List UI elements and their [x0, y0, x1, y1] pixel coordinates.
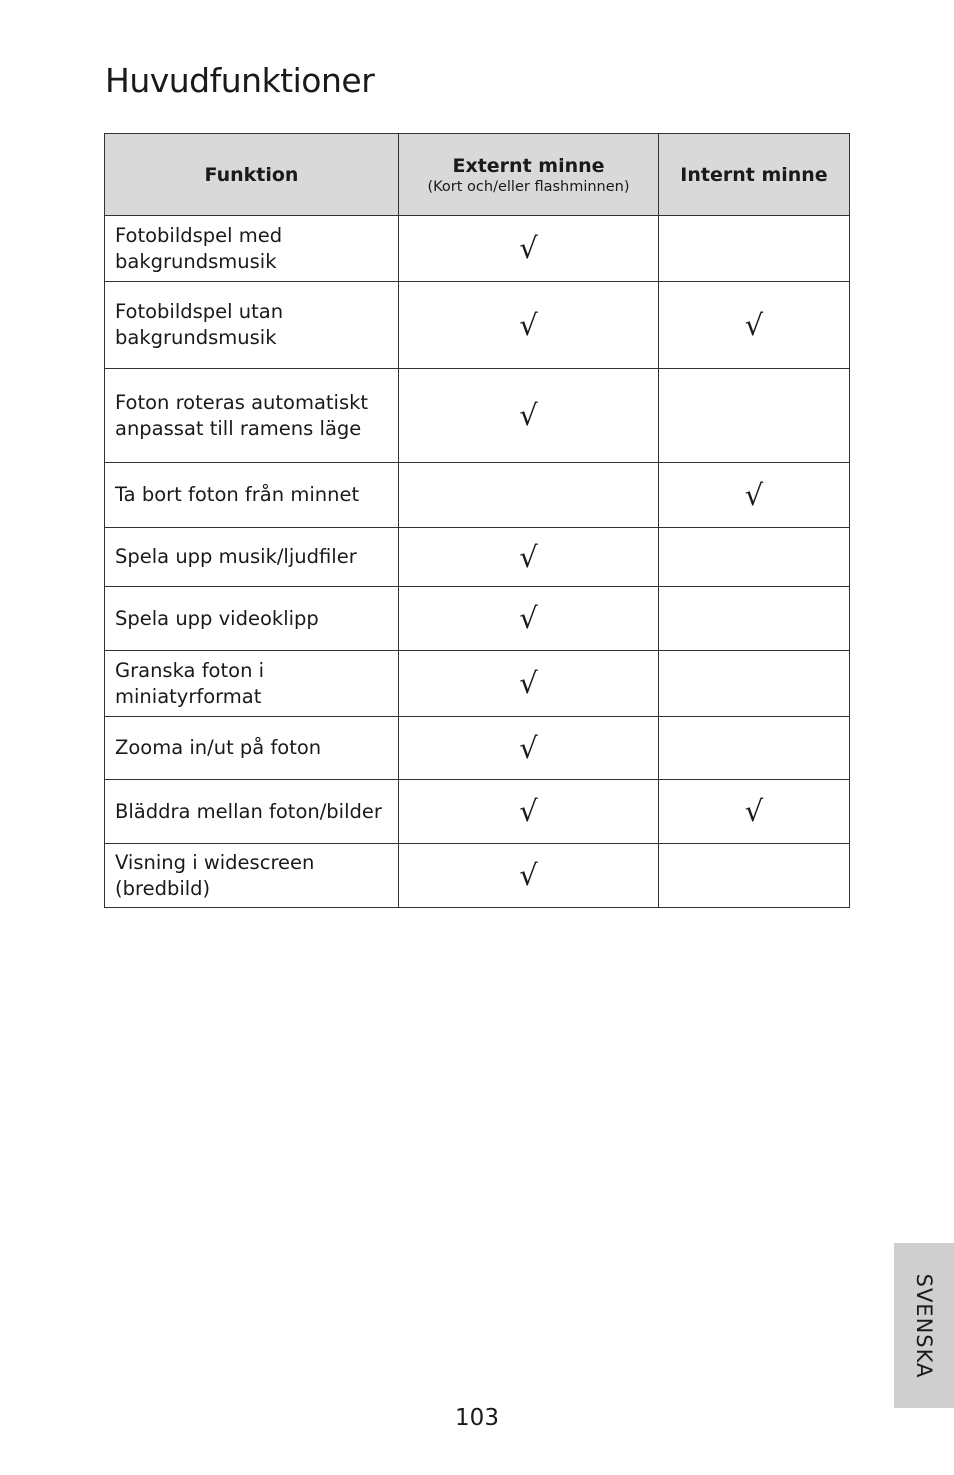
function-cell: Foton roteras automatiskt anpassat till ramens läge — [105, 369, 399, 463]
header-external — [399, 134, 659, 216]
internal-check-cell — [659, 587, 850, 651]
internal-check-cell: √ — [659, 282, 850, 369]
header-function: Funktion — [105, 134, 399, 216]
table-row — [105, 844, 850, 908]
table-row — [105, 463, 850, 528]
internal-check-cell — [659, 844, 850, 908]
external-check-cell: √ — [399, 587, 659, 651]
function-cell: Bläddra mellan foton/bilder — [105, 780, 399, 844]
external-check-cell: √ — [399, 844, 659, 908]
internal-check-cell: √ — [659, 780, 850, 844]
table-header-row — [105, 134, 850, 216]
external-check-cell — [399, 463, 659, 528]
internal-check-cell — [659, 528, 850, 587]
external-check-cell: √ — [399, 282, 659, 369]
external-check-cell: √ — [399, 216, 659, 282]
internal-check-cell — [659, 369, 850, 463]
table-row — [105, 216, 850, 282]
features-table — [104, 133, 850, 908]
table-row — [105, 780, 850, 844]
function-cell: Visning i widescreen (bredbild) — [105, 844, 399, 908]
table-row — [105, 587, 850, 651]
external-check-cell: √ — [399, 780, 659, 844]
language-tab-label: SVENSKA — [912, 1273, 936, 1378]
external-check-cell: √ — [399, 528, 659, 587]
internal-check-cell — [659, 651, 850, 717]
external-check-cell: √ — [399, 651, 659, 717]
internal-check-cell — [659, 717, 850, 780]
table-row — [105, 651, 850, 717]
function-cell: Fotobildspel utan bakgrundsmusik — [105, 282, 399, 369]
page-title: Huvudfunktioner — [105, 61, 375, 100]
table-row — [105, 717, 850, 780]
header-internal: Internt minne — [659, 134, 850, 216]
header-external-sublabel: (Kort och/eller flashminnen) — [427, 178, 630, 195]
table-row — [105, 528, 850, 587]
internal-check-cell: √ — [659, 463, 850, 528]
language-tab — [894, 1243, 954, 1408]
table-row — [105, 369, 850, 463]
function-cell: Zooma in/ut på foton — [105, 717, 399, 780]
function-cell: Fotobildspel med bakgrundsmusik — [105, 216, 399, 282]
function-cell: Ta bort foton från minnet — [105, 463, 399, 528]
internal-check-cell — [659, 216, 850, 282]
external-check-cell: √ — [399, 369, 659, 463]
table-row — [105, 282, 850, 369]
function-cell: Spela upp videoklipp — [105, 587, 399, 651]
header-external-label: Externt minne — [452, 154, 605, 177]
page-number: 103 — [455, 1405, 499, 1431]
function-cell: Spela upp musik/ljudfiler — [105, 528, 399, 587]
function-cell: Granska foton i miniatyrformat — [105, 651, 399, 717]
external-check-cell: √ — [399, 717, 659, 780]
